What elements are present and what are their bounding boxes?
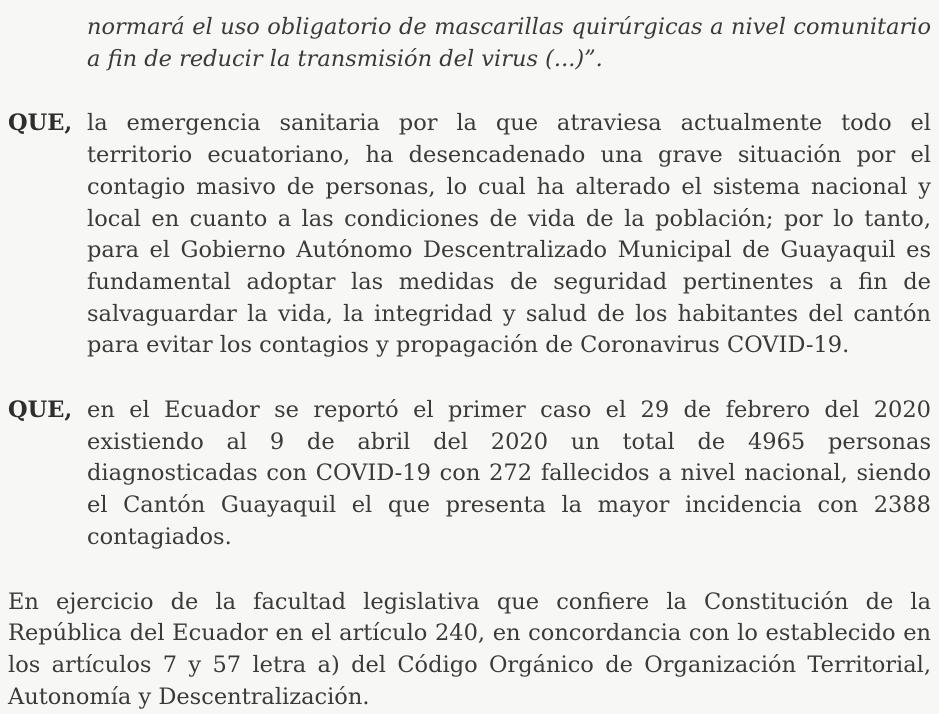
clause-line: la emergencia sanitaria por la que atraviesa actualmente todo el <box>87 110 931 137</box>
paragraph-line: los artículos 7 y 57 letra a) del Código Orgánico de Organización Territorial, <box>8 651 931 678</box>
enacting-paragraph <box>8 587 931 714</box>
clause-line: fundamental adoptar las medidas de seguridad pertinentes a fin de <box>87 268 931 295</box>
clause-line: contagiados. <box>87 523 232 550</box>
clause-body <box>87 108 931 362</box>
paragraph-line: Autonomía y Descentralización. <box>8 683 370 710</box>
clause-body <box>87 395 931 554</box>
clause-que-emergencia <box>8 108 931 362</box>
clause-lead: QUE, <box>8 110 73 137</box>
clause-line: para el Gobierno Autónomo Descentralizado Municipal de Guayaquil es <box>87 237 931 264</box>
clause-line: en el Ecuador se reportó el primer caso el 29 de febrero del 2020 <box>87 397 931 424</box>
clause-line: salvaguardar la vida, la integridad y salud de los habitantes del cantón <box>87 300 931 327</box>
paragraph-line: En ejercicio de la facultad legislativa que confiere la Constitución de la <box>8 588 931 615</box>
clause-lead: QUE, <box>8 397 73 424</box>
clause-line: local en cuanto a las condiciones de vida de la población; por lo tanto, <box>87 205 931 232</box>
quote-line: a fin de reducir la transmisión del virus (...)”. <box>87 45 603 72</box>
clause-line: para evitar los contagios y propagación de Coronavirus COVID-19. <box>87 332 850 359</box>
clause-line: territorio ecuatoriano, ha desencadenado una grave situación por el <box>87 142 931 169</box>
clause-line: diagnosticadas con COVID-19 con 272 fallecidos a nivel nacional, siendo <box>87 460 931 487</box>
clause-que-ecuador <box>8 395 931 554</box>
clause-line: el Cantón Guayaquil el que presenta la mayor incidencia con 2388 <box>87 492 931 519</box>
clause-line: existiendo al 9 de abril del 2020 un total de 4965 personas <box>87 428 931 455</box>
quote-line: normará el uso obligatorio de mascarillas quirúrgicas a nivel comunitario <box>87 14 931 40</box>
paragraph-line: República del Ecuador en el artículo 240, en concordancia con lo establecido en <box>8 620 931 647</box>
clause-line: contagio masivo de personas, lo cual ha alterado el sistema nacional y <box>87 173 931 200</box>
quoted-text-block <box>87 12 931 75</box>
